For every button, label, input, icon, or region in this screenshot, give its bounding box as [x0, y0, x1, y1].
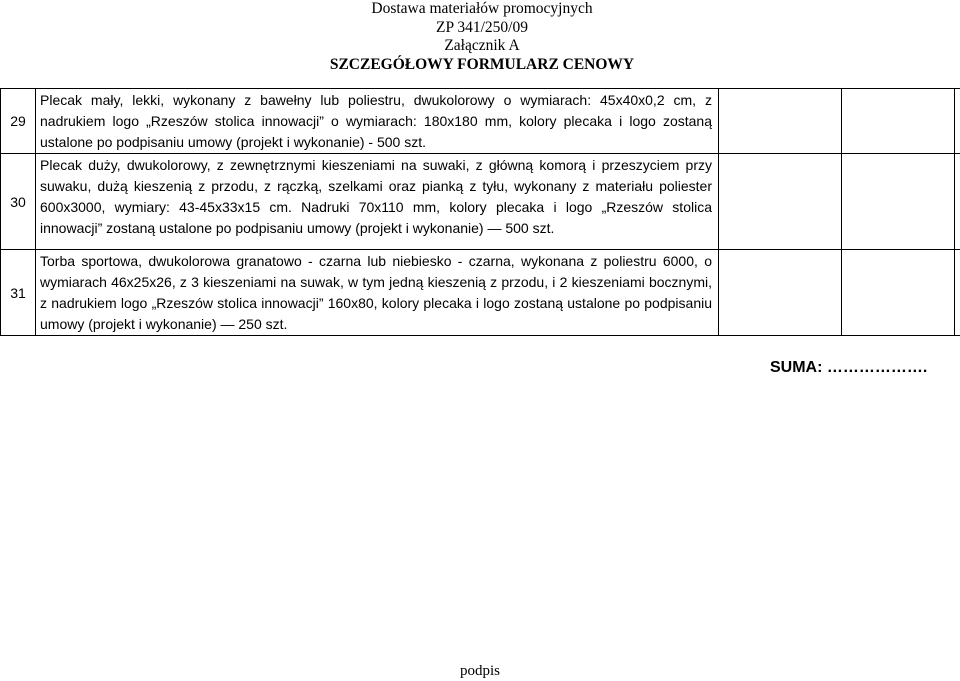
price-cell: [719, 154, 842, 250]
value-cell: [842, 154, 955, 250]
row-number: 30: [1, 154, 36, 250]
table-row: [1, 250, 960, 336]
document-header: [300, 0, 664, 74]
price-cell: [719, 89, 842, 154]
document-title: SZCZEGÓŁOWY FORMULARZ CENOWY: [329, 55, 635, 73]
extra-cell: [955, 89, 960, 154]
row-number: 29: [1, 89, 36, 154]
row-description: Plecak mały, lekki, wykonany z bawełny lub poliestru, dwukolorowy o wymiarach: 45x40x0,2 cm, z nadrukiem logo „Rzeszów stolica innowacji” o wymiarach: 180x180 mm, kolory plecaka i logo zostaną ustalone po podpisaniu umowy (projekt i wykonanie) - 500 szt.: [36, 89, 719, 154]
signature-label: podpis: [459, 663, 500, 679]
price-table: [0, 88, 960, 336]
value-cell: [842, 250, 955, 336]
row-description: Plecak duży, dwukolorowy, z zewnętrznymi kieszeniami na suwaki, z główną komorą i przeszyciem przy suwaku, dużą kieszenią z przodu, z rączką, szelkami oraz pianką z tyłu, wykonany z materiału poliester 600x3000, wymiary: 43-45x33x15 cm. Nadruki 70x110 mm, kolory plecaka i logo „Rzeszów stolica innowacji” zostaną ustalone po podpisaniu umowy (projekt i wykonanie) — 500 szt.: [36, 154, 719, 250]
price-cell: [719, 250, 842, 336]
header-line-reference: ZP 341/250/09: [435, 18, 528, 36]
extra-cell: [955, 250, 960, 336]
table-row: [1, 89, 960, 154]
table-row: [1, 154, 960, 250]
value-cell: [842, 89, 955, 154]
extra-cell: [955, 154, 960, 250]
row-number: 31: [1, 250, 36, 336]
header-line-attachment: Załącznik A: [444, 37, 520, 54]
row-description: Torba sportowa, dwukolorowa granatowo - czarna lub niebiesko - czarna, wykonana z poliestru 6000, o wymiarach 46x25x26, z 3 kieszeniami na suwak, w tym jedną kieszenią z przodu, i 2 kieszeniami bocznymi, z nadrukiem logo „Rzeszów stolica innowacji” 160x80, kolory plecaka i logo zostaną ustalone po podpisaniu umowy (projekt i wykonanie) — 250 szt.: [36, 250, 719, 336]
header-line-subject: Dostawa materiałów promocyjnych: [371, 0, 593, 17]
sum-label: SUMA: ……………….: [770, 359, 928, 376]
